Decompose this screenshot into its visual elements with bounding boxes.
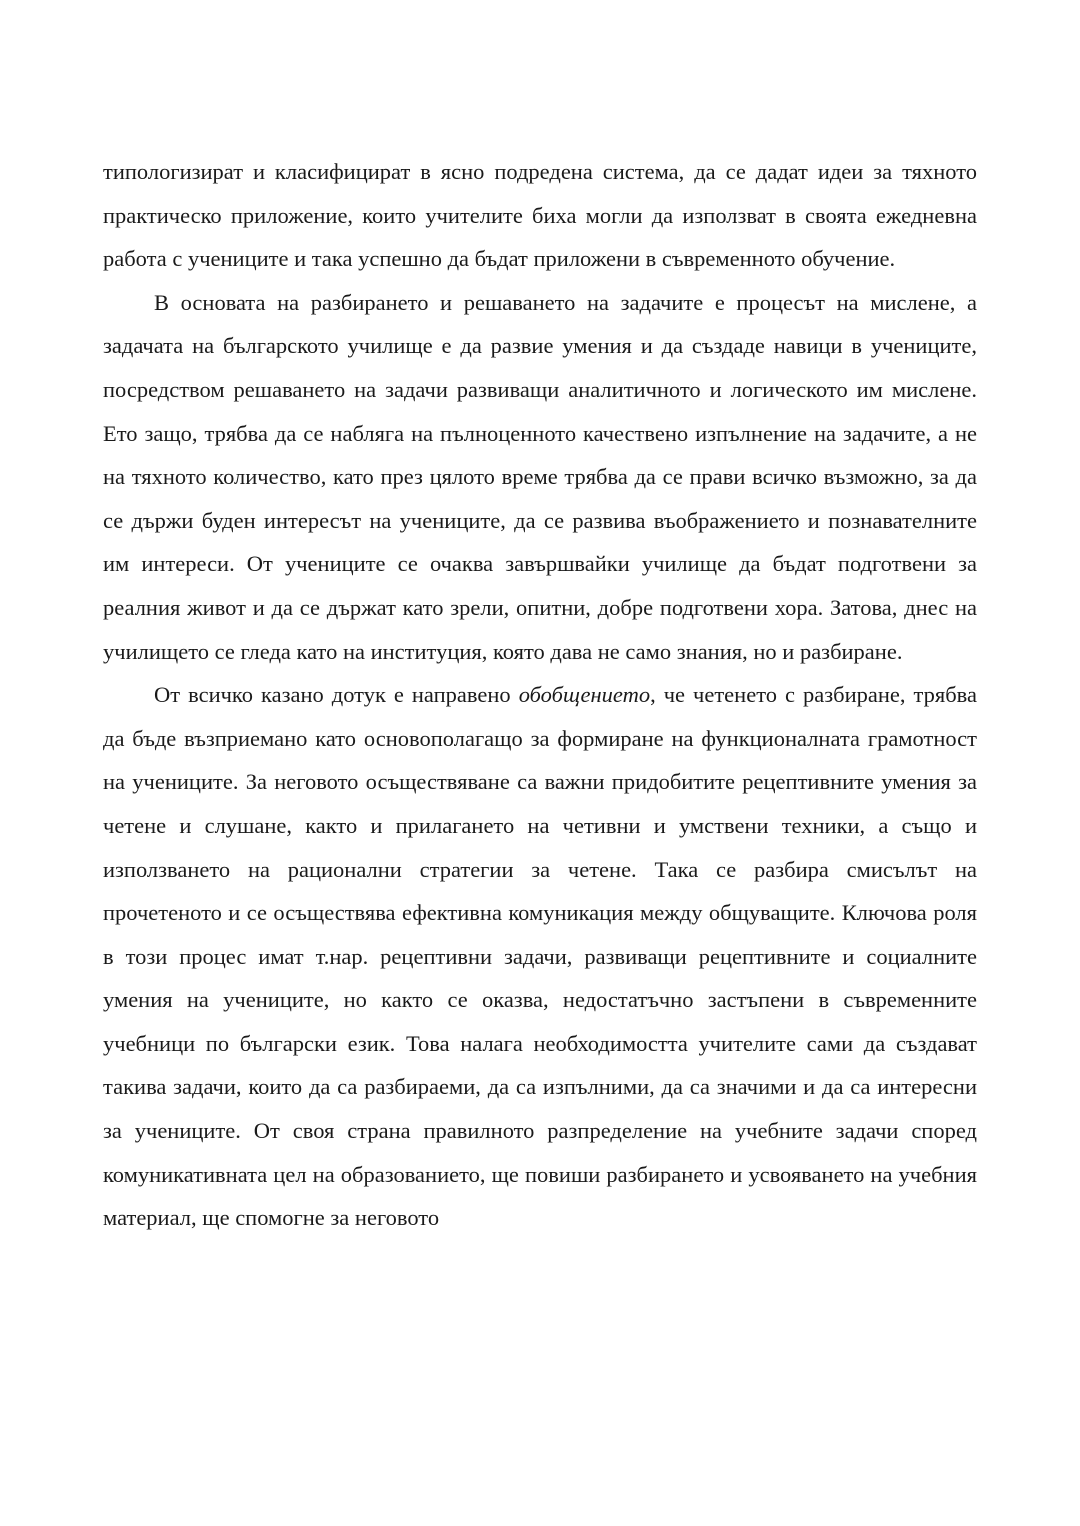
paragraph-1: типологизират и класифицират в ясно подредена система, да се дадат идеи за тяхното практическо приложение, които учителите биха могли да използват в своята ежедневна работа с учениците и така успешно да бъдат приложени в съвременното обучение. [103, 159, 977, 272]
paragraph-3-italic-term: обобщението [518, 682, 651, 708]
paragraph-2: В основата на разбирането и решаването на задачите е процесът на мислене, а задачата на българското училище е да развие умения и да създаде навици в учениците, посредством решаването на задачи развиващи аналитичното и логическото им мислене. Ето защо, трябва да се набляга на пълноценното качествено изпълнение на задачите, а не на тяхното количество, като през цялото време трябва да се прави всичко възможно, за да се държи буден интересът на учениците, да се развива въображението и познавателните им интереси. От учениците се очаква завършвайки училище да бъдат подготвени за реалния живот и да се държат като зрели, опитни, добре подготвени хора. Затова, днес на училището се гледа като на институция, която дава не само знания, но и разбиране. [103, 289, 977, 664]
paragraph-3-text-start: От всичко казано дотук е направено [154, 682, 519, 708]
paragraph-3-text-end: , че четенето с разбиране, трябва да бъде възприемано като основополагащо за формиране на функционалната грамотност на учениците. За неговото осъществяване са важни придобитите рецептивните умения за четене и слушане, както и прилагането на четивни и умствени техники, а също и използването на рационални стратегии за четене. Така се разбира смисълът на прочетеното и се осъществява ефективна комуникация между общуващите. Ключова роля в този процес имат т.нар. рецептивни задачи, развиващи рецептивните и социалните умения на учениците, но както се оказва, недостатъчно застъпени в съвременните учебници по български език. Това налага необходимостта учителите сами да създават такива задачи, които да са разбираеми, да са изпълними, да са значими и да са интересни за учениците. От своя страна правилното разпределение на учебните задачи според комуникативната цел на образованието, ще повиши разбирането и усвояването на учебния материал, ще спомогне за неговото [103, 682, 977, 1231]
document-page [103, 150, 977, 1240]
paragraph-3 [103, 673, 977, 1240]
